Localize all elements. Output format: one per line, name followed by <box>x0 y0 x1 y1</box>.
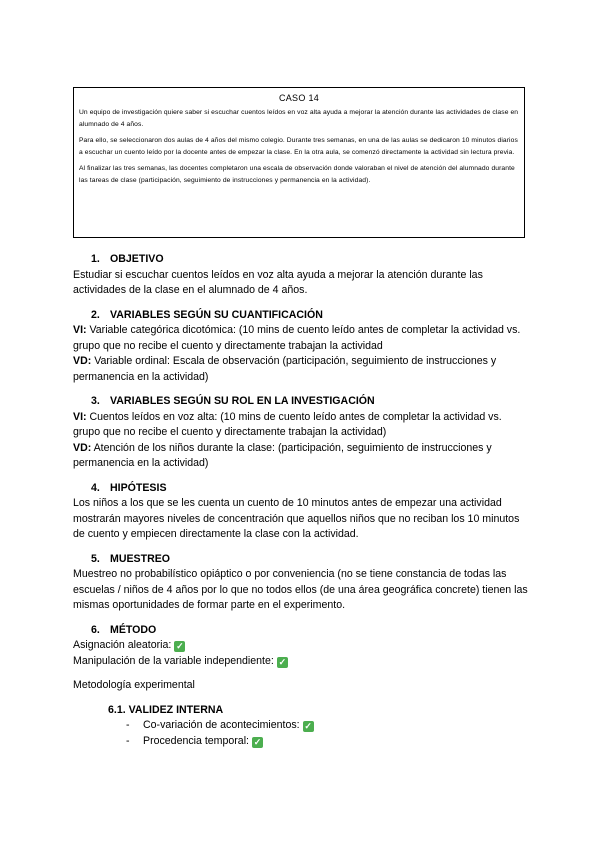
section-heading-objetivo: 1. OBJETIVO <box>91 253 164 265</box>
s3-vd-line: VD: Atención de los niños durante la clase: (participación, seguimiento de instrucciones y permanencia en la actividad) <box>73 441 492 469</box>
section-heading-variables-rol: 3. VARIABLES SEGÚN SU ROL EN LA INVESTIGACIÓN <box>91 395 375 407</box>
check-mark-icon: ✓ <box>304 721 312 731</box>
asignacion-aleatoria-line: Asignación aleatoria: ✓ <box>73 639 184 651</box>
vi-label: VI: <box>73 324 87 336</box>
case-title: CASO 14 <box>278 93 320 103</box>
objetivo-text: Estudiar si escuchar cuentos leídos en voz alta ayuda a mejorar la atención durante las actividades de la clase en el alumnado de 4 años. <box>73 268 483 296</box>
check-mark-icon: ✓ <box>278 656 287 667</box>
vd-label: VD: <box>73 355 92 367</box>
s3-vi-line: VI: Cuentos leídos en voz alta: (10 mins de cuento leído antes de completar la actividad vs. grupo que no recibe el cuento y directamente trabajan la actividad) <box>73 410 502 438</box>
case-paragraph-3: Al finalizar las tres semanas, las docentes completaron una escala de observación donde valoraban el nivel de atención del alumnado durante las tareas de clase (participación, seguimiento de instrucciones y permanencia en la actividad). <box>79 165 515 184</box>
case-box <box>73 87 525 238</box>
document-content <box>73 252 528 749</box>
section-heading-metodo: 6. MÉTODO <box>91 623 157 636</box>
s2-vd-line: VD: Variable ordinal: Escala de observación (participación, seguimiento de instrucciones y permanencia en la actividad) <box>73 355 497 383</box>
muestreo-text: Muestreo no probabilístico opiáptico o por conveniencia (no se tiene constancia de todas las escuelas / niños de 4 años por lo que no todos ellos (de una área geográfica concrete) tienen las mismas oportunidades de formar parte en el experimento. <box>73 568 528 611</box>
list-item: - Co-variación de acontecimientos: ✓ <box>126 719 312 731</box>
section-heading-hipotesis: 4. HIPÓTESIS <box>91 481 167 494</box>
section-heading-muestreo: 5. MUESTREO <box>91 552 171 565</box>
manipulacion-vi-line: Manipulación de la variable independiente: ✓ <box>73 654 287 667</box>
s2-vi-line: VI: Variable categórica dicotómica: (10 mins de cuento leído antes de completar la actividad vs. grupo que no recibe el cuento y directamente trabajan la actividad <box>73 324 521 352</box>
subsection-heading-validez-interna: 6.1. VALIDEZ INTERNA <box>108 703 224 716</box>
case-paragraph-1: Un equipo de investigación quiere saber si escuchar cuentos leídos en voz alta ayuda a mejorar la atención durante las actividades de clase en alumnado de 4 años. <box>79 109 519 128</box>
list-item: - Procedencia temporal: ✓ <box>126 734 262 747</box>
check-mark-icon: ✓ <box>253 736 262 747</box>
check-mark-icon: ✓ <box>176 641 184 651</box>
section-heading-variables-cuantificacion: 2. VARIABLES SEGÚN SU CUANTIFICACIÓN <box>91 308 323 321</box>
metodologia-text: Metodología experimental <box>73 679 195 691</box>
vi-label: VI: <box>73 410 87 423</box>
hipotesis-text: Los niños a los que se les cuenta un cuento de 10 minutos antes de empezar una actividad mostrarán mayores niveles de concentración que aquellos niños que no reciban los 10 minutos de cuento y empiecen directamente la clase con la actividad. <box>73 497 520 540</box>
case-paragraph-2: Para ello, se seleccionaron dos aulas de 4 años del mismo colegio. Durante tres semanas, en una de las aulas se dedicaron 10 minutos diarios a escuchar un cuento leído por la docente antes de empezar la clase. En la otra aula, se comenzó directamente la actividad sin lectura previa. <box>79 137 518 156</box>
vd-label: VD: <box>73 441 92 454</box>
